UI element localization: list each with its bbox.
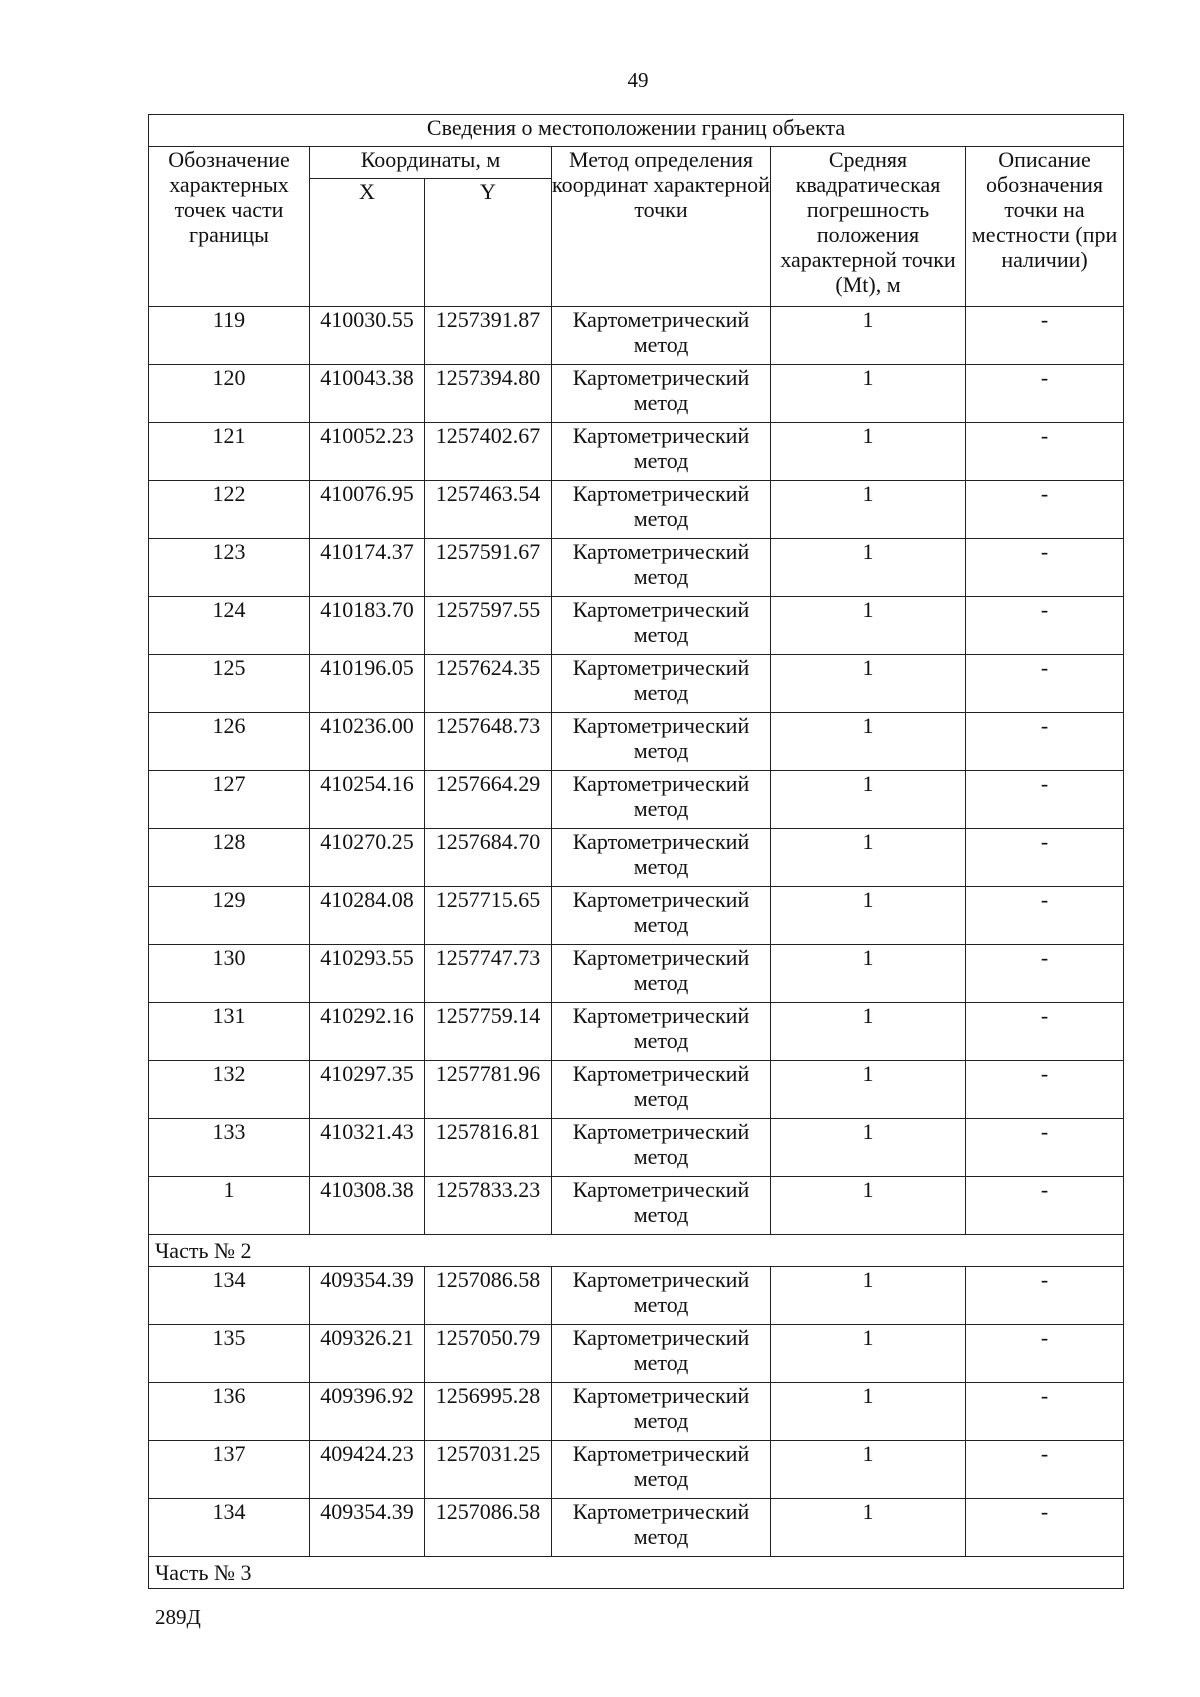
x-coordinate-cell: 410236.00 [310,713,425,771]
table-title: Сведения о местоположении границ объекта [149,115,1124,147]
header-x: X [310,179,425,307]
error-cell: 1 [771,1267,966,1325]
x-coordinate-cell: 410030.55 [310,307,425,365]
method-cell: Картометрический метод [552,713,771,771]
part-label-row [149,1235,1124,1267]
table-row [149,1267,1124,1325]
method-cell: Картометрический метод [552,1119,771,1177]
method-cell: Картометрический метод [552,1177,771,1235]
description-cell: - [966,1177,1124,1235]
point-id-cell: 131 [149,1003,310,1061]
error-cell: 1 [771,887,966,945]
x-coordinate-cell: 410270.25 [310,829,425,887]
x-coordinate-cell: 410183.70 [310,597,425,655]
y-coordinate-cell: 1257715.65 [425,887,552,945]
table-row [149,1061,1124,1119]
method-cell: Картометрический метод [552,365,771,423]
error-cell: 1 [771,1061,966,1119]
error-cell: 1 [771,1177,966,1235]
header-y: Y [425,179,552,307]
method-cell: Картометрический метод [552,597,771,655]
x-coordinate-cell: 409424.23 [310,1441,425,1499]
table-row [149,887,1124,945]
error-cell: 1 [771,771,966,829]
y-coordinate-cell: 1257684.70 [425,829,552,887]
error-cell: 1 [771,655,966,713]
header-coords: Координаты, м [310,147,552,179]
x-coordinate-cell: 410293.55 [310,945,425,1003]
point-id-cell: 124 [149,597,310,655]
description-cell: - [966,771,1124,829]
table-row [149,1177,1124,1235]
method-cell: Картометрический метод [552,829,771,887]
method-cell: Картометрический метод [552,539,771,597]
description-cell: - [966,713,1124,771]
error-cell: 1 [771,1325,966,1383]
table-row [149,771,1124,829]
header-error: Средняя квадратическая погрешность положения характерной точки (Mt), м [771,147,966,307]
x-coordinate-cell: 410321.43 [310,1119,425,1177]
y-coordinate-cell: 1257591.67 [425,539,552,597]
table-title-row [149,115,1124,147]
y-coordinate-cell: 1257816.81 [425,1119,552,1177]
y-coordinate-cell: 1256995.28 [425,1383,552,1441]
point-id-cell: 134 [149,1499,310,1557]
part-label: Часть № 2 [149,1235,1124,1267]
method-cell: Картометрический метод [552,423,771,481]
y-coordinate-cell: 1257781.96 [425,1061,552,1119]
method-cell: Картометрический метод [552,1267,771,1325]
y-coordinate-cell: 1257648.73 [425,713,552,771]
point-id-cell: 1 [149,1177,310,1235]
error-cell: 1 [771,1003,966,1061]
y-coordinate-cell: 1257391.87 [425,307,552,365]
description-cell: - [966,829,1124,887]
x-coordinate-cell: 409354.39 [310,1499,425,1557]
description-cell: - [966,1003,1124,1061]
x-coordinate-cell: 409354.39 [310,1267,425,1325]
table-row [149,423,1124,481]
table-row [149,1441,1124,1499]
table-row [149,1325,1124,1383]
point-id-cell: 130 [149,945,310,1003]
description-cell: - [966,1267,1124,1325]
x-coordinate-cell: 410043.38 [310,365,425,423]
point-id-cell: 133 [149,1119,310,1177]
error-cell: 1 [771,539,966,597]
table-row [149,713,1124,771]
method-cell: Картометрический метод [552,1325,771,1383]
description-cell: - [966,887,1124,945]
error-cell: 1 [771,1499,966,1557]
point-id-cell: 129 [149,887,310,945]
y-coordinate-cell: 1257463.54 [425,481,552,539]
point-id-cell: 123 [149,539,310,597]
table-row [149,1003,1124,1061]
point-id-cell: 136 [149,1383,310,1441]
method-cell: Картометрический метод [552,1003,771,1061]
table-row [149,539,1124,597]
description-cell: - [966,1441,1124,1499]
description-cell: - [966,1061,1124,1119]
y-coordinate-cell: 1257402.67 [425,423,552,481]
table-row [149,597,1124,655]
description-cell: - [966,597,1124,655]
x-coordinate-cell: 410284.08 [310,887,425,945]
header-row-1 [149,147,1124,179]
error-cell: 1 [771,829,966,887]
method-cell: Картометрический метод [552,481,771,539]
y-coordinate-cell: 1257031.25 [425,1441,552,1499]
error-cell: 1 [771,423,966,481]
description-cell: - [966,365,1124,423]
y-coordinate-cell: 1257624.35 [425,655,552,713]
table-row [149,307,1124,365]
y-coordinate-cell: 1257086.58 [425,1267,552,1325]
header-method: Метод определения координат характерной точки [552,147,771,307]
y-coordinate-cell: 1257050.79 [425,1325,552,1383]
description-cell: - [966,1119,1124,1177]
description-cell: - [966,1383,1124,1441]
description-cell: - [966,655,1124,713]
error-cell: 1 [771,945,966,1003]
method-cell: Картометрический метод [552,887,771,945]
description-cell: - [966,539,1124,597]
x-coordinate-cell: 410254.16 [310,771,425,829]
boundary-coordinates-table [148,114,1124,1589]
x-coordinate-cell: 409396.92 [310,1383,425,1441]
description-cell: - [966,307,1124,365]
table-row [149,829,1124,887]
point-id-cell: 121 [149,423,310,481]
x-coordinate-cell: 410308.38 [310,1177,425,1235]
x-coordinate-cell: 410052.23 [310,423,425,481]
error-cell: 1 [771,1119,966,1177]
error-cell: 1 [771,1383,966,1441]
table-row [149,1499,1124,1557]
y-coordinate-cell: 1257747.73 [425,945,552,1003]
y-coordinate-cell: 1257597.55 [425,597,552,655]
point-id-cell: 127 [149,771,310,829]
table-row [149,945,1124,1003]
error-cell: 1 [771,307,966,365]
point-id-cell: 120 [149,365,310,423]
part-label-row [149,1557,1124,1589]
description-cell: - [966,1499,1124,1557]
method-cell: Картометрический метод [552,1061,771,1119]
table-row [149,365,1124,423]
error-cell: 1 [771,713,966,771]
header-description: Описание обозначения точки на местности (при наличии) [966,147,1124,307]
error-cell: 1 [771,1441,966,1499]
method-cell: Картометрический метод [552,1383,771,1441]
y-coordinate-cell: 1257759.14 [425,1003,552,1061]
y-coordinate-cell: 1257833.23 [425,1177,552,1235]
x-coordinate-cell: 410297.35 [310,1061,425,1119]
point-id-cell: 137 [149,1441,310,1499]
table-row [149,1119,1124,1177]
point-id-cell: 125 [149,655,310,713]
point-id-cell: 132 [149,1061,310,1119]
y-coordinate-cell: 1257394.80 [425,365,552,423]
page-number: 49 [627,68,649,92]
method-cell: Картометрический метод [552,655,771,713]
error-cell: 1 [771,481,966,539]
method-cell: Картометрический метод [552,945,771,1003]
y-coordinate-cell: 1257664.29 [425,771,552,829]
method-cell: Картометрический метод [552,1499,771,1557]
point-id-cell: 128 [149,829,310,887]
table-row [149,655,1124,713]
description-cell: - [966,1325,1124,1383]
document-code: 289Д [155,1605,201,1629]
description-cell: - [966,423,1124,481]
error-cell: 1 [771,365,966,423]
point-id-cell: 122 [149,481,310,539]
point-id-cell: 134 [149,1267,310,1325]
method-cell: Картометрический метод [552,307,771,365]
method-cell: Картометрический метод [552,771,771,829]
point-id-cell: 135 [149,1325,310,1383]
table-row [149,481,1124,539]
description-cell: - [966,481,1124,539]
x-coordinate-cell: 410076.95 [310,481,425,539]
x-coordinate-cell: 409326.21 [310,1325,425,1383]
y-coordinate-cell: 1257086.58 [425,1499,552,1557]
table-row [149,1383,1124,1441]
x-coordinate-cell: 410196.05 [310,655,425,713]
x-coordinate-cell: 410292.16 [310,1003,425,1061]
x-coordinate-cell: 410174.37 [310,539,425,597]
method-cell: Картометрический метод [552,1441,771,1499]
part-label: Часть № 3 [149,1557,1124,1589]
header-point: Обозначение характерных точек части границы [149,147,310,307]
description-cell: - [966,945,1124,1003]
point-id-cell: 126 [149,713,310,771]
error-cell: 1 [771,597,966,655]
point-id-cell: 119 [149,307,310,365]
